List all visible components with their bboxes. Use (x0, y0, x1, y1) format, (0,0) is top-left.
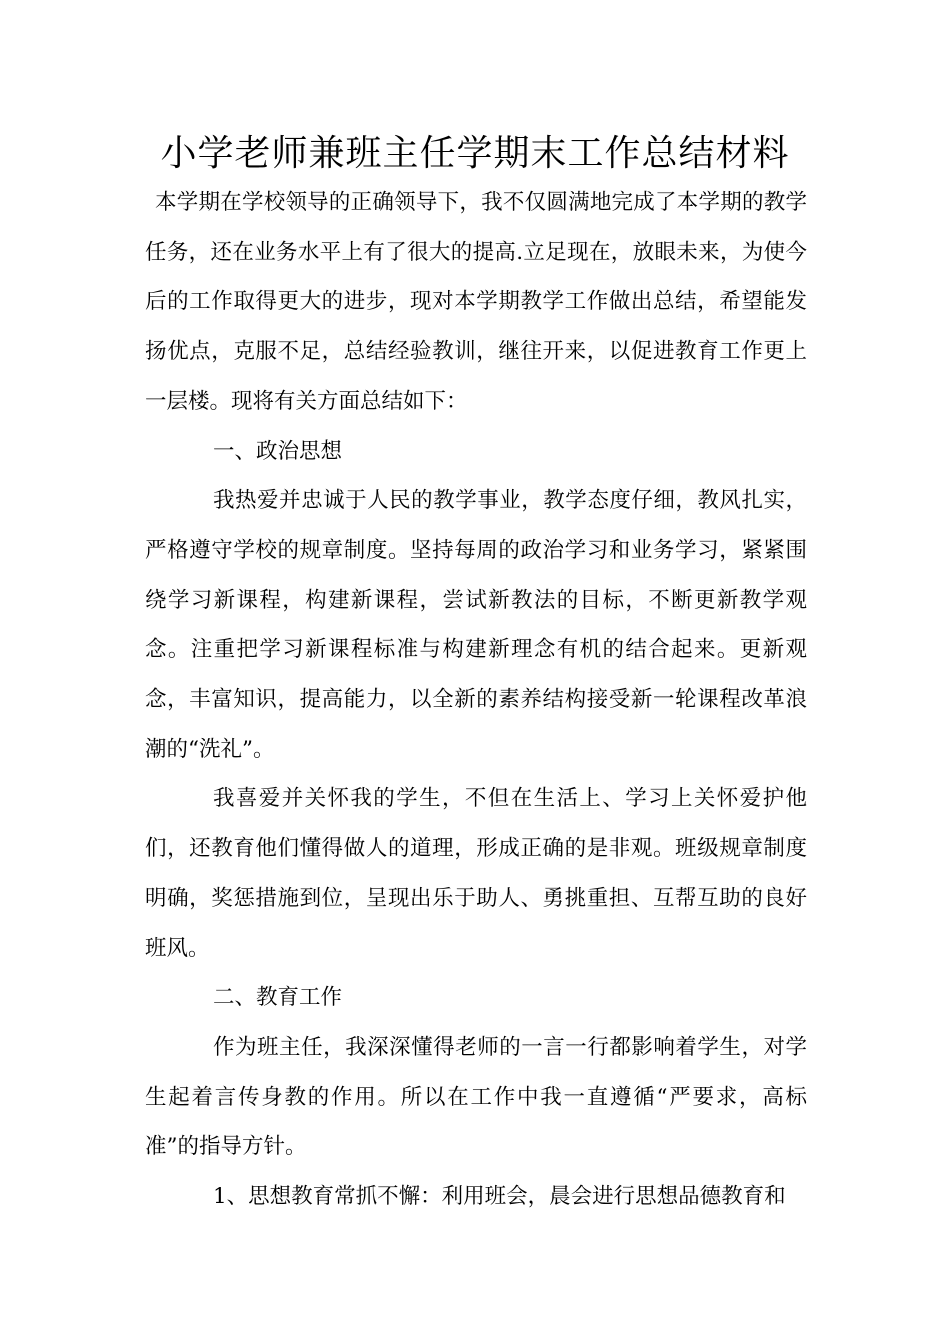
section-heading-education: 二、教育工作 (213, 985, 343, 1011)
paragraph-politics-2: 我喜爱并关怀我的学生，不但在生活上、学习上关怀爱护他们，还教育他们懂得做人的道理，形成正确的是非观。班级规章制度明确，奖惩措施到位，呈现出乐于助人、勇挑重担、互帮互助的良好班风。 (145, 786, 807, 961)
paragraph-education-2: 1、思想教育常抓不懈：利用班会，晨会进行思想品德教育和 (213, 1184, 786, 1210)
section-heading-politics: 一、政治思想 (213, 438, 343, 464)
paragraph-politics-1: 我热爱并忠诚于人民的教学事业，教学态度仔细，教风扎实，严格遵守学校的规章制度。坚持每周的政治学习和业务学习，紧紧围绕学习新课程，构建新课程，尝试新教法的目标，不断更新教学观念。注重把学习新课程标准与构建新理念有机的结合起来。更新观念，丰富知识，提高能力，以全新的素养结构接受新一轮课程改革浪潮的“洗礼”。 (145, 488, 807, 762)
intro-paragraph: 本学期在学校领导的正确领导下，我不仅圆满地完成了本学期的教学任务，还在业务水平上有了很大的提高.立足现在，放眼未来，为使今后的工作取得更大的进步，现对本学期教学工作做出总结，希望能发扬优点，克服不足，总结经验教训，继往开来，以促进教育工作更上一层楼。现将有关方面总结如下： (145, 190, 807, 414)
document-body (145, 178, 807, 1222)
paragraph-education-1: 作为班主任，我深深懂得老师的一言一行都影响着学生，对学生起着言传身教的作用。所以在工作中我一直遵循“严要求，高标准”的指导方针。 (145, 1034, 807, 1160)
document-title: 小学老师兼班主任学期末工作总结材料 (160, 133, 790, 174)
